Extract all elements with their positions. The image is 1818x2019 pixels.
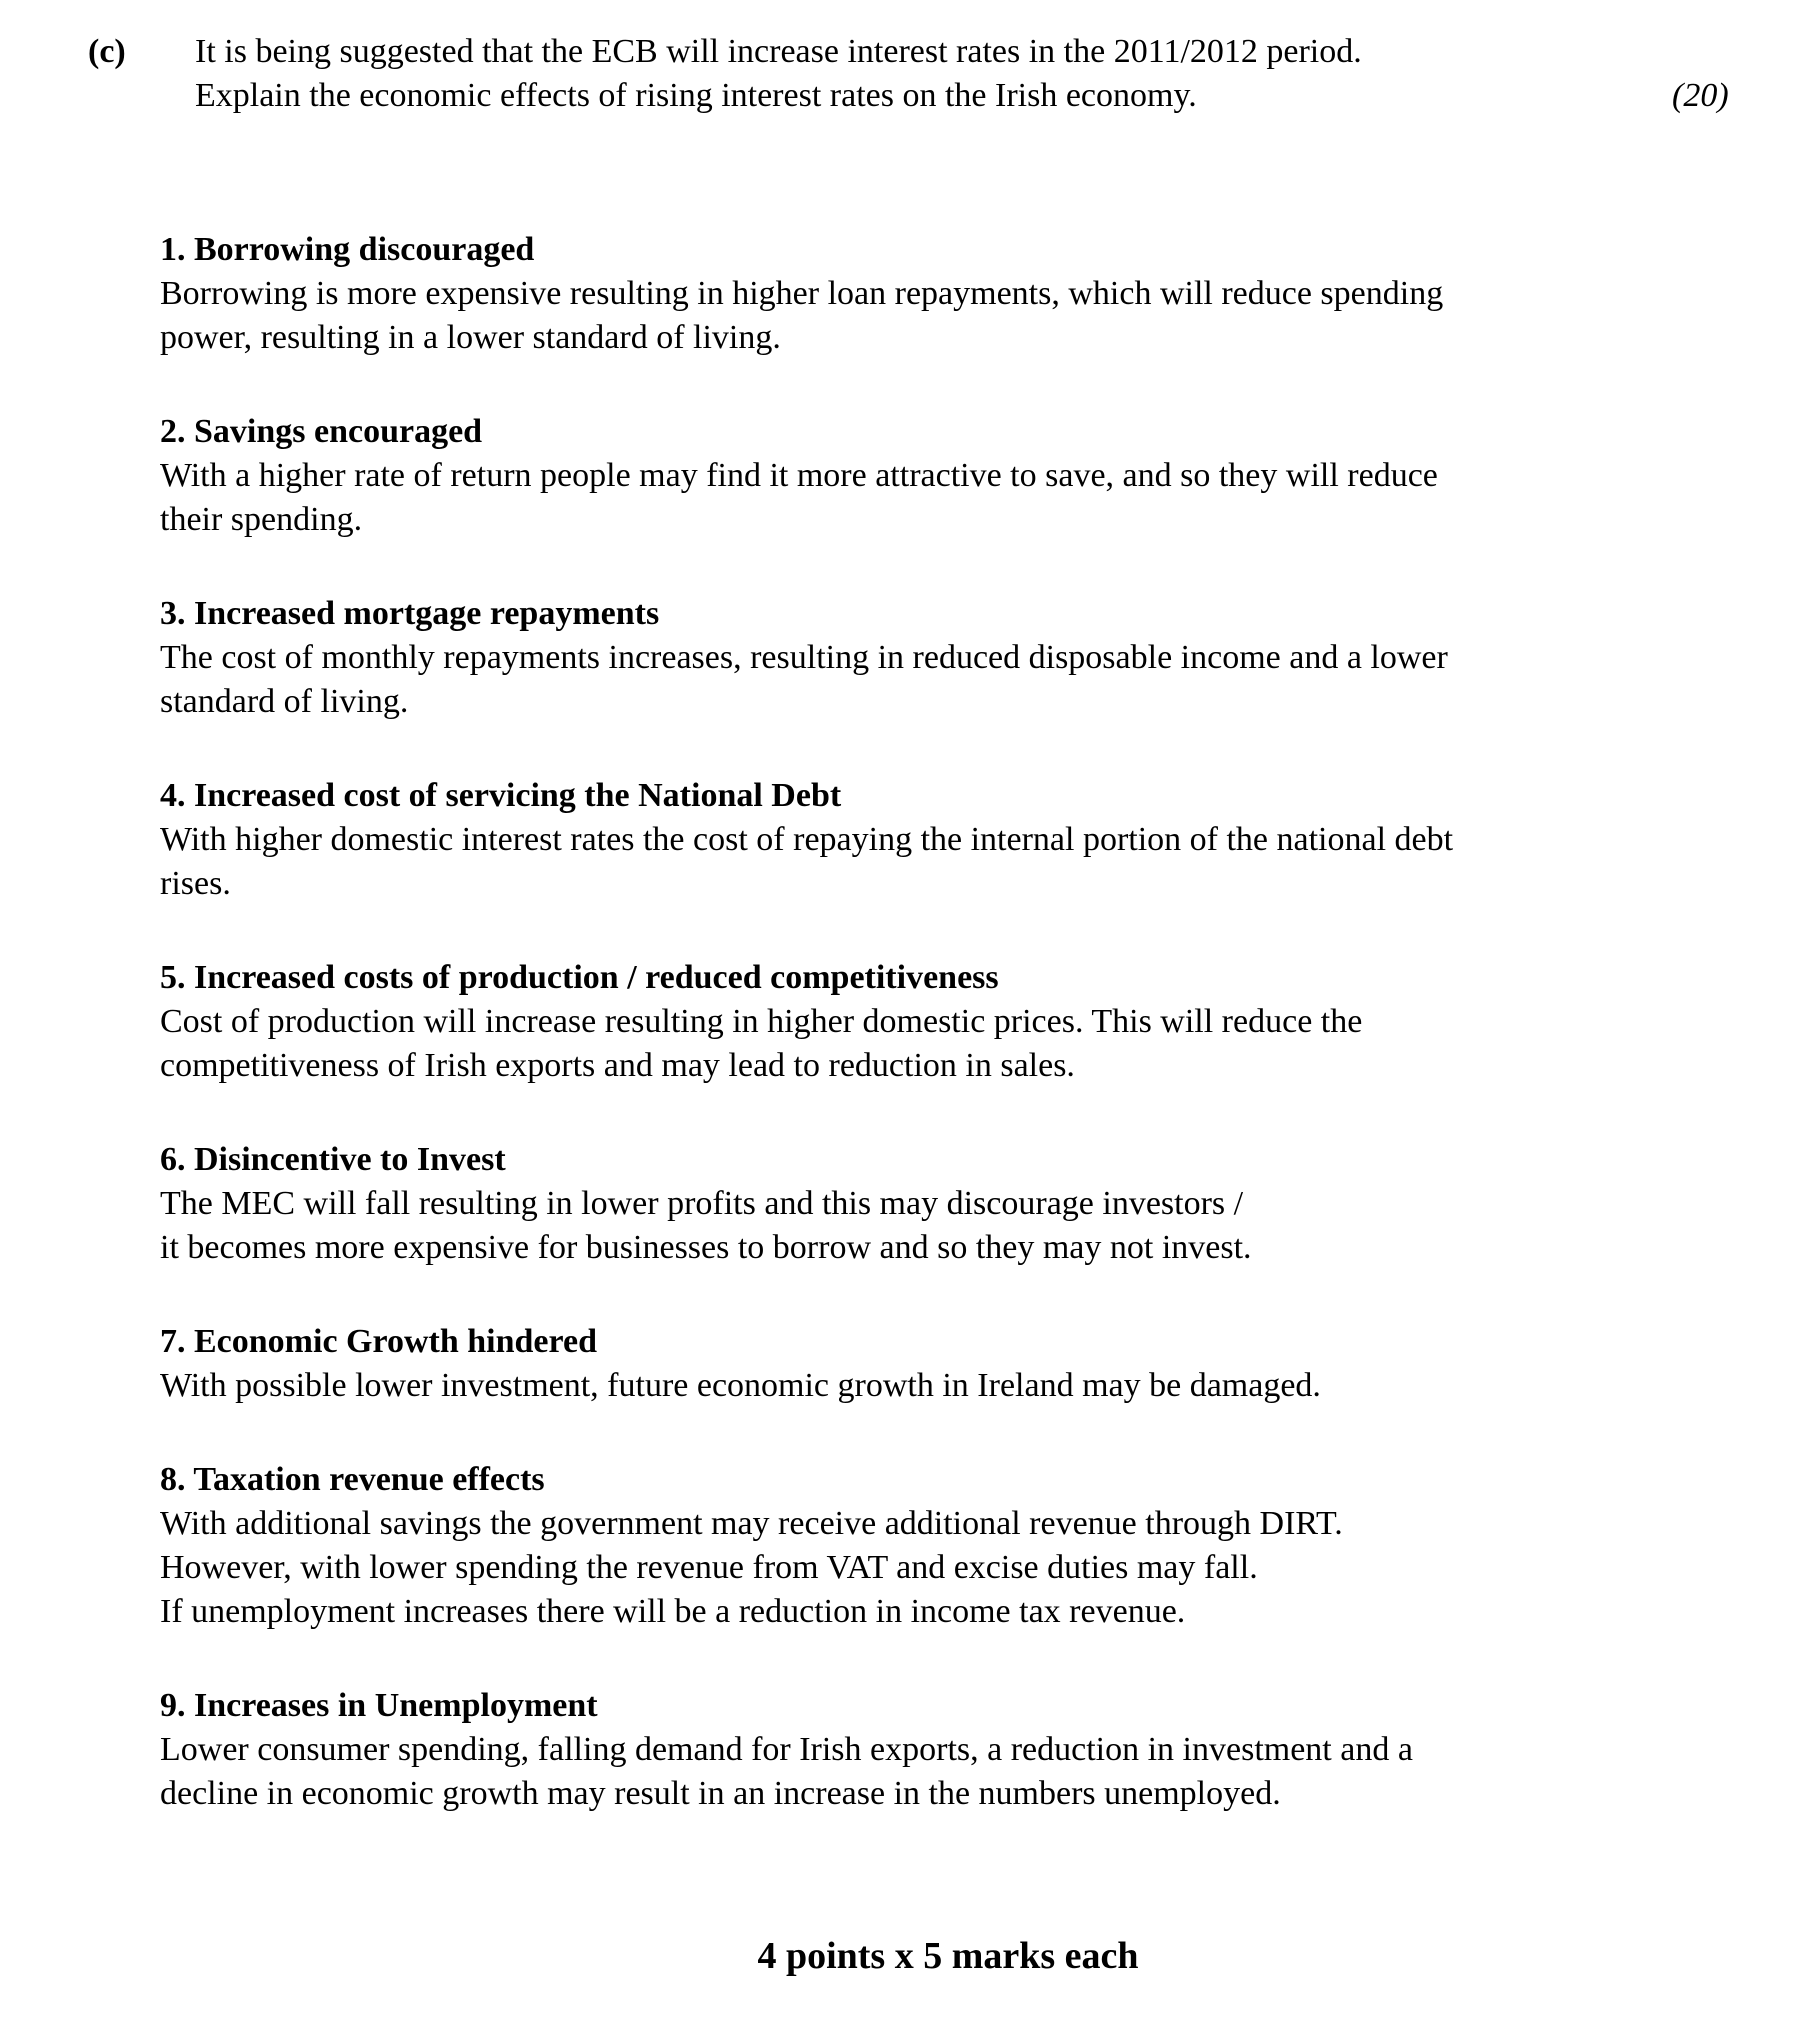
body-line: their spending. [160,501,363,538]
section-title: 8. Taxation revenue effects [160,1461,545,1498]
section-title: 1. Borrowing discouraged [160,231,535,268]
section-1-borrowing-discouraged [160,228,1818,360]
section-9-increases-in-unemployment [160,1684,1818,1816]
section-2-savings-encouraged [160,410,1818,542]
section-title: 5. Increased costs of production / reduced competitiveness [160,959,999,996]
body-line: competitiveness of Irish exports and may lead to reduction in sales. [160,1047,1075,1084]
body-line: Cost of production will increase resulting in higher domestic prices. This will reduce the [160,1003,1363,1040]
section-4-national-debt-servicing [160,774,1818,906]
body-line: decline in economic growth may result in an increase in the numbers unemployed. [160,1775,1281,1812]
question-part-label: (c) [88,33,126,70]
body-line: rises. [160,865,231,902]
section-title: 6. Disincentive to Invest [160,1141,506,1178]
section-title: 2. Savings encouraged [160,413,483,450]
section-title: 4. Increased cost of servicing the National Debt [160,777,842,814]
body-line: With higher domestic interest rates the cost of repaying the internal portion of the national debt [160,821,1454,858]
body-line: If unemployment increases there will be a reduction in income tax revenue. [160,1593,1186,1630]
body-line: However, with lower spending the revenue from VAT and excise duties may fall. [160,1549,1258,1586]
marks-footer: 4 points x 5 marks each [757,1935,1139,1977]
question-marks: (20) [1672,77,1729,114]
question-line-2: Explain the economic effects of rising interest rates on the Irish economy. [195,77,1197,114]
body-line: power, resulting in a lower standard of living. [160,319,781,356]
body-line: it becomes more expensive for businesses to borrow and so they may not invest. [160,1229,1252,1266]
section-title: 7. Economic Growth hindered [160,1323,597,1360]
body-line: The MEC will fall resulting in lower profits and this may discourage investors / [160,1185,1244,1222]
body-line: With a higher rate of return people may find it more attractive to save, and so they will reduce [160,457,1438,494]
question-block [0,0,1818,118]
body-line: Lower consumer spending, falling demand for Irish exports, a reduction in investment and a [160,1731,1413,1768]
question-line-1: It is being suggested that the ECB will increase interest rates in the 2011/2012 period. [195,33,1362,70]
body-line: With additional savings the government may receive additional revenue through DIRT. [160,1505,1343,1542]
answer-points [160,228,1818,1816]
body-line: With possible lower investment, future economic growth in Ireland may be damaged. [160,1367,1321,1404]
section-3-increased-mortgage-repayments [160,592,1818,724]
body-line: Borrowing is more expensive resulting in higher loan repayments, which will reduce spending [160,275,1444,312]
body-line: standard of living. [160,683,409,720]
section-8-taxation-revenue-effects [160,1458,1818,1634]
section-title: 9. Increases in Unemployment [160,1687,598,1724]
section-6-disincentive-to-invest [160,1138,1818,1270]
body-line: The cost of monthly repayments increases, resulting in reduced disposable income and a lower [160,639,1448,676]
section-7-economic-growth-hindered [160,1320,1818,1408]
section-5-costs-of-production [160,956,1818,1088]
section-title: 3. Increased mortgage repayments [160,595,660,632]
